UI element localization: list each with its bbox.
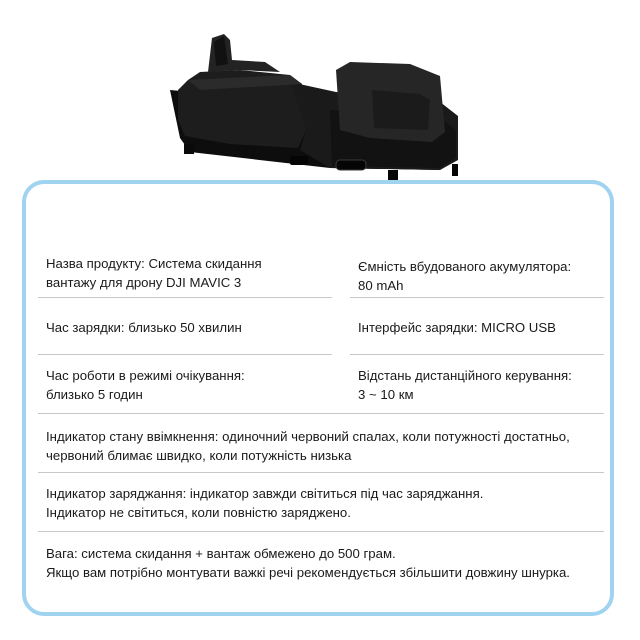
spec-remote-distance: Відстань дистанційного керування: 3 ~ 10 км [358, 368, 572, 402]
spec-charge-interface: Інтерфейс зарядки: MICRO USB [358, 320, 556, 335]
spec-power-indicator: Індикатор стану ввімкнення: одиночний червоний спалах, коли потужності достатньо, червоний блимає швидко, коли потужність низька [46, 429, 570, 463]
divider [38, 354, 332, 355]
divider [350, 297, 604, 298]
spec-battery-capacity: Ємність вбудованого акумулятора: 80 mAh [358, 259, 572, 293]
divider [38, 472, 604, 473]
spec-product-name: Назва продукту: Система скидання вантажу для дрону DJI MAVIC 3 [46, 256, 262, 290]
divider [38, 531, 604, 532]
divider [38, 413, 604, 414]
spec-standby-time: Час роботи в режимі очікування: близько 5 годин [46, 368, 245, 402]
divider [350, 354, 604, 355]
divider [38, 297, 332, 298]
spec-weight: Вага: система скидання + вантаж обмежено до 500 грам. Якщо вам потрібно монтувати важкі речі рекомендується збільшити довжину шнурка. [46, 546, 570, 580]
spec-charge-time: Час зарядки: близько 50 хвилин [46, 320, 242, 335]
spec-charge-indicator: Індикатор заряджання: індикатор завжди світиться під час заряджання. Індикатор не світиться, коли повністю заряджено. [46, 486, 484, 520]
